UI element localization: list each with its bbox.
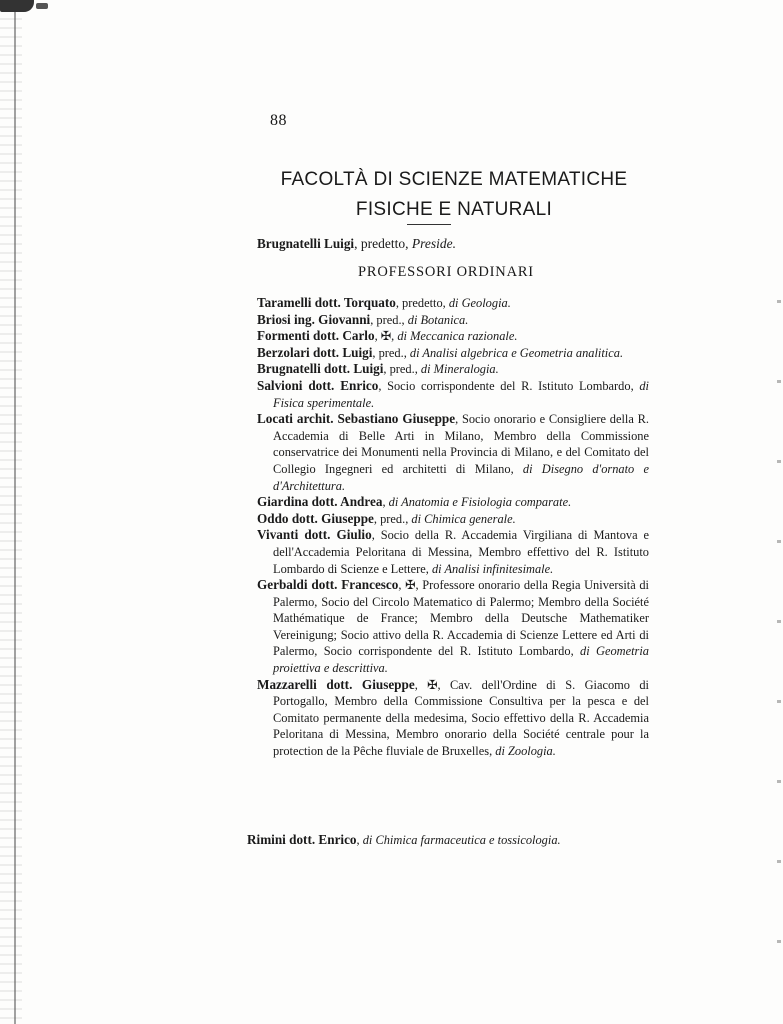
professor-desc: , Socio onorario e Consigliere della R. Accademia di Belle Arti in Milano, Membro della Commissione conservatrice dei Monumenti nella Provincia di Milano, e del Comitato del Collegio Ingegneri ed architetti di Milano, — [273, 412, 649, 476]
professor-name: Locati archit. Sebastiano Giuseppe — [257, 411, 456, 427]
title-line-2: FISICHE E NATURALI — [355, 199, 553, 220]
dean-name: Brugnatelli Luigi — [257, 236, 355, 251]
professor-subject: di Chimica generale. — [411, 511, 516, 526]
professor-subject: di Analisi algebrica e Geometria analitica. — [409, 345, 624, 360]
professor-subject: di Meccanica razionale. — [397, 329, 518, 344]
professor-subject: di Geologia. — [448, 296, 511, 310]
list-item — [257, 361, 649, 378]
professor-desc: , ✠, Professore onorario della Regia Università di Palermo, Socio del Circolo Matematico di Palermo; Membro della Société Mathématique de France; Membro della Deutsche Mathematiker Vereinigung; Socio attivo della R. Accademia di Scienze Lettere ed Arti di Palermo, Socio corrispondente del R. Istituto Lombardo, — [273, 578, 650, 659]
dean-note: , predetto, — [354, 236, 412, 251]
professor-subject: di Zoologia. — [495, 744, 556, 759]
professor-name: Rimini dott. Enrico — [247, 832, 357, 847]
professor-desc: , ✠, — [374, 329, 398, 344]
list-item — [257, 527, 649, 577]
professor-subject: di Anatomia e Fisiologia comparate. — [388, 495, 572, 510]
title-line-1: FACOLTÀ DI SCIENZE MATEMATICHE — [280, 169, 628, 190]
professor-name: Brugnatelli dott. Luigi — [257, 361, 384, 377]
title-rule — [407, 224, 451, 225]
professor-desc: , Socio corrispondente del R. Istituto Lombardo, — [378, 378, 640, 393]
page-title — [250, 165, 658, 225]
section-heading: PROFESSORI ORDINARI — [358, 264, 534, 280]
professor-desc: , ✠, Cav. dell'Ordine di S. Giacomo di Portogallo, Membro della Commissione Consultiva per la pesca e del Comitato permanente della medesima, Socio effettivo della R. Accademia Peloritana di Messina, Membro onorario della Société centrale pour la protection de la Pêche fluviale de Bruxelles, — [273, 677, 649, 759]
professor-desc: , pred., — [372, 345, 410, 360]
page-number: 88 — [270, 112, 287, 129]
professor-desc: , pred., — [383, 362, 421, 377]
scan-edge-line — [14, 0, 16, 1024]
scan-right-edge-marks — [777, 300, 781, 1000]
professor-name: Taramelli dott. Torquato — [257, 295, 396, 310]
professor-list — [257, 295, 649, 760]
scan-edge-shadow — [0, 0, 22, 1024]
professor-subject: di Chimica farmaceutica e tossicologia. — [362, 833, 561, 847]
scan-corner-mark-small — [36, 3, 48, 9]
professor-name: Berzolari dott. Luigi — [257, 344, 373, 360]
list-item — [257, 328, 649, 345]
professor-desc: , pred., — [373, 511, 412, 526]
professor-name: Giardina dott. Andrea — [257, 494, 383, 510]
professor-subject: di Disegno d'ornato e d'Architettura. — [273, 461, 649, 493]
professor-subject: di Fisica sperimentale. — [273, 378, 649, 410]
professor-name: Oddo dott. Giuseppe — [257, 510, 374, 526]
professor-subject: di Analisi infinitesimale. — [431, 561, 554, 576]
list-item — [257, 494, 649, 511]
professor-desc: , pred., — [370, 312, 408, 327]
last-list-item — [247, 832, 649, 849]
list-item — [257, 577, 649, 677]
professor-name: Vivanti dott. Giulio — [257, 527, 372, 543]
list-item — [257, 378, 649, 411]
professor-subject: di Geometria proiettiva e descrittiva. — [273, 644, 649, 676]
professor-desc: , predetto, — [395, 296, 449, 310]
professor-desc: , Socio della R. Accademia Virgiliana di Mantova e dell'Accademia Peloritana di Messina, Membro effettivo del R. Istituto Lombardo di Scienze e Lettere, — [273, 528, 649, 576]
professor-subject: di Botanica. — [407, 312, 469, 327]
professor-desc: , — [382, 495, 389, 510]
list-item — [257, 312, 649, 329]
list-item — [257, 295, 649, 312]
professor-name: Briosi ing. Giovanni — [257, 311, 371, 327]
list-item — [257, 511, 649, 528]
list-item — [257, 677, 649, 760]
professor-desc: , — [356, 833, 363, 847]
professor-subject: di Mineralogia. — [420, 362, 499, 377]
professor-name: Salvioni dott. Enrico — [257, 377, 379, 393]
dean-role: Preside. — [411, 236, 456, 251]
professor-name: Mazzarelli dott. Giuseppe — [257, 676, 415, 692]
dean-entry — [257, 236, 456, 252]
scan-corner-mark — [0, 0, 34, 12]
list-item — [257, 345, 649, 362]
list-item — [257, 411, 649, 494]
professor-name: Formenti dott. Carlo — [257, 328, 375, 344]
professor-name: Gerbaldi dott. Francesco — [257, 577, 399, 593]
